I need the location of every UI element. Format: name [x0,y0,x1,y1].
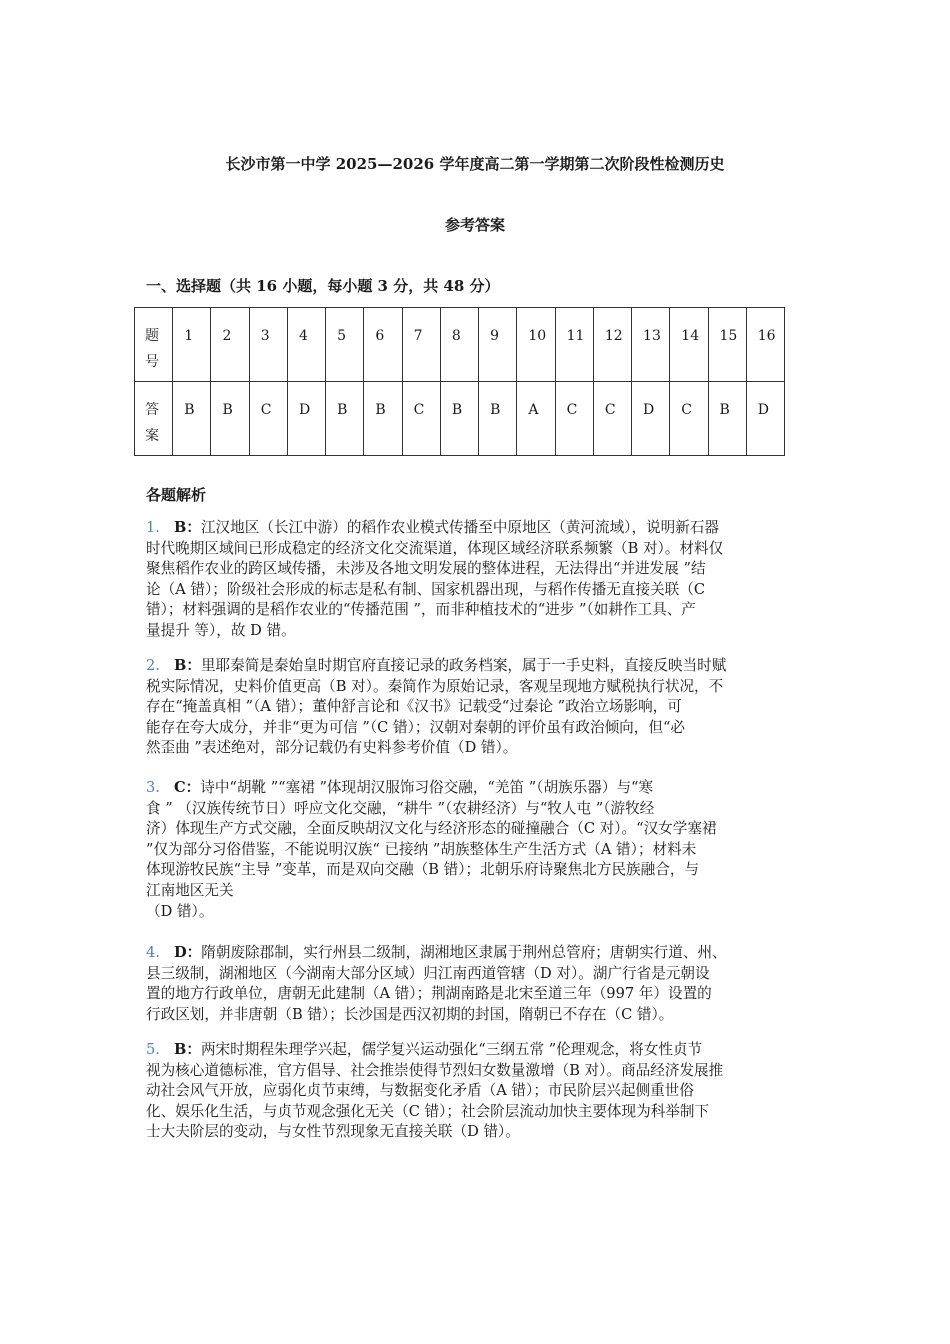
analysis-line [146,1040,816,1061]
item-answer: D： [174,944,202,961]
item-answer: B： [174,1041,201,1058]
answer-cell: B [364,382,402,456]
question-number-cell: 7 [402,308,440,382]
analysis-line [146,1081,816,1102]
item-answer: B： [174,657,201,674]
answer-cell: C [593,382,631,456]
line-text: 化、娱乐化生活，与贞节观念强化无关（C 错）；社会阶层流动加快主要体现为科举制下 [146,1102,710,1120]
item-number: 2. [146,657,160,674]
line-text: 里耶秦简是秦始皇时期官府直接记录的政务档案，属于一手史料，直接反映当时赋 [200,657,727,674]
line-text: 江南地区无关 [146,881,234,899]
analysis-line [146,1005,816,1026]
line-text: 存在“掩盖真相 ”（A 错）；董仲舒言论和《汉书》记载受“过秦论 ”政治立场影响，可 [146,698,682,716]
line-text: 食 ” （汉族传统节日）呼应文化交融，“耕牛 ”（农耕经济）与“牧人屯 ”（游牧经 [146,799,655,817]
analysis-item [146,656,816,759]
analysis-line [146,718,816,739]
section-heading-choice: 一、选择题（共 16 小题，每小题 3 分，共 48 分） [146,277,500,295]
analysis-line [146,881,816,902]
analysis-line [146,738,816,759]
line-text: 动社会风气开放，应弱化贞节束缚，与数据变化矛盾（A 错）；市民阶层兴起侧重世俗 [146,1082,694,1100]
question-number-cell: 5 [326,308,364,382]
analysis-item [146,943,816,1025]
analysis-line [146,559,816,580]
analysis-line [146,539,816,560]
question-number-cell: 16 [746,308,784,382]
line-text: 时代晚期区域间已形成稳定的经济文化交流渠道，体现区域经济联系频繁（B 对）。材料仅 [146,539,724,557]
answer-cell: D [287,382,325,456]
analysis-line [146,1061,816,1082]
question-number-cell: 10 [517,308,555,382]
analysis-line [146,697,816,718]
line-text: 视为核心道德标准，官方倡导、社会推崇使得节烈妇女数量激增（B 对）。商品经济发展推 [146,1061,724,1079]
item-number: 1. [146,519,160,536]
line-text: 隋朝废除郡制，实行州县二级制，湖湘地区隶属于荆州总管府；唐朝实行道、州、 [201,944,727,961]
answer-cell: A [517,382,555,456]
question-number-cell: 8 [440,308,478,382]
answer-cell: C [249,382,287,456]
analysis-line [146,621,816,642]
analysis-line [146,799,816,820]
analysis-line [146,656,816,677]
analysis-line [146,1122,816,1143]
analysis-heading: 各题解析 [146,486,207,504]
question-number-cell: 13 [632,308,670,382]
analysis-line [146,677,816,698]
answer-cell: B [479,382,517,456]
analysis-line [146,902,816,923]
line-text: 能存在夸大成分，并非“更为可信 ”（C 错）；汉朝对秦朝的评价虽有政治倾向，但“必 [146,718,686,736]
analysis-item [146,778,816,922]
analysis-item [146,1040,816,1143]
question-number-cell: 2 [211,308,249,382]
document-title: 长沙市第一中学 2025—2026 学年度高二第一学期第二次阶段性检测历史 [225,155,725,173]
line-text: 两宋时期程朱理学兴起，儒学复兴运动强化“三纲五常 ”伦理观念，将女性贞节 [200,1041,703,1058]
row-label-text: 题号 [145,328,159,370]
analysis-line [146,943,816,964]
question-number-cell: 9 [479,308,517,382]
analysis-line [146,580,816,601]
line-text: 济）体现生产方式交融，全面反映胡汉文化与经济形态的碰撞融合（C 对）。“汉女学塞裙 [146,820,717,838]
item-number: 3. [146,779,160,796]
analysis-line [146,778,816,799]
line-text: 量提升 等），故 D 错。 [146,621,296,639]
row-label-text: 答案 [145,402,159,444]
line-text: 然歪曲 ”表述绝对，部分记载仍有史料参考价值（D 错）。 [146,739,518,757]
answer-cell: D [746,382,784,456]
answer-cell: D [632,382,670,456]
line-text: 士大夫阶层的变动，与女性节烈现象无直接关联（D 错）。 [146,1123,520,1141]
question-number-cell: 14 [670,308,708,382]
analysis-line [146,600,816,621]
analysis-line [146,819,816,840]
analysis-line [146,860,816,881]
line-text: 置的地方行政单位，唐朝无此建制（A 错）；荆湖南路是北宋至道三年（997 年）设置的 [146,985,712,1003]
item-number: 5. [146,1041,160,1058]
item-answer: C： [174,779,201,796]
answer-table [134,307,785,456]
item-number: 4. [146,944,160,961]
answer-cell: B [211,382,249,456]
document-subtitle: 参考答案 [444,216,505,234]
line-text: ”仅为部分习俗借鉴，不能说明汉族“ 已接纳 ”胡族整体生产生活方式（A 错）；材料未 [146,840,697,858]
line-text: 江汉地区（长江中游）的稻作农业模式传播至中原地区（黄河流域），说明新石器 [200,519,720,536]
analysis-line [146,840,816,861]
line-text: 诗中“胡靴 ”“塞裙 ”体现胡汉服饰习俗交融，“羌笛 ”（胡族乐器）与“寒 [200,779,654,796]
line-text: 论（A 错）；阶级社会形成的标志是私有制、国家机器出现，与稻作传播无直接关联（C [146,580,706,598]
line-text: （D 错）。 [146,902,214,920]
answer-cell: C [555,382,593,456]
analysis-line [146,518,816,539]
analysis-line [146,1102,816,1123]
table-row-answers [135,382,785,456]
question-number-cell: 11 [555,308,593,382]
row-label-number [135,308,173,382]
question-number-cell: 15 [708,308,746,382]
question-number-cell: 12 [593,308,631,382]
line-text: 体现游牧民族“主导 ”变革，而是双向交融（B 错）；北朝乐府诗聚焦北方民族融合，与 [146,861,700,879]
line-text: 错）；材料强调的是稻作农业的“传播范围 ”，而非种植技术的“进步 ”（如耕作工具、产 [146,601,696,619]
row-label-answer [135,382,173,456]
line-text: 聚焦稻作农业的跨区域传播，未涉及各地文明发展的整体进程，无法得出“并进发展 ”结 [146,560,706,578]
answer-cell: B [708,382,746,456]
analysis-line [146,984,816,1005]
answer-cell: C [402,382,440,456]
question-number-cell: 4 [287,308,325,382]
question-number-cell: 6 [364,308,402,382]
analysis-line [146,964,816,985]
table-row-numbers [135,308,785,382]
answer-cell: B [326,382,364,456]
line-text: 行政区划，并非唐朝（B 错）；长沙国是西汉初期的封国，隋朝已不存在（C 错）。 [146,1005,674,1023]
line-text: 税实际情况，史料价值更高（B 对）。秦简作为原始记录，客观呈现地方赋税执行状况，不 [146,677,724,695]
question-number-cell: 1 [173,308,211,382]
item-answer: B： [174,519,201,536]
answer-cell: C [670,382,708,456]
line-text: 县三级制，湖湘地区（今湖南大部分区域）归江南西道管辖（D 对）。湖广行省是元朝设 [146,964,710,982]
analysis-item [146,518,816,642]
answer-cell: B [173,382,211,456]
answer-cell: B [440,382,478,456]
question-number-cell: 3 [249,308,287,382]
